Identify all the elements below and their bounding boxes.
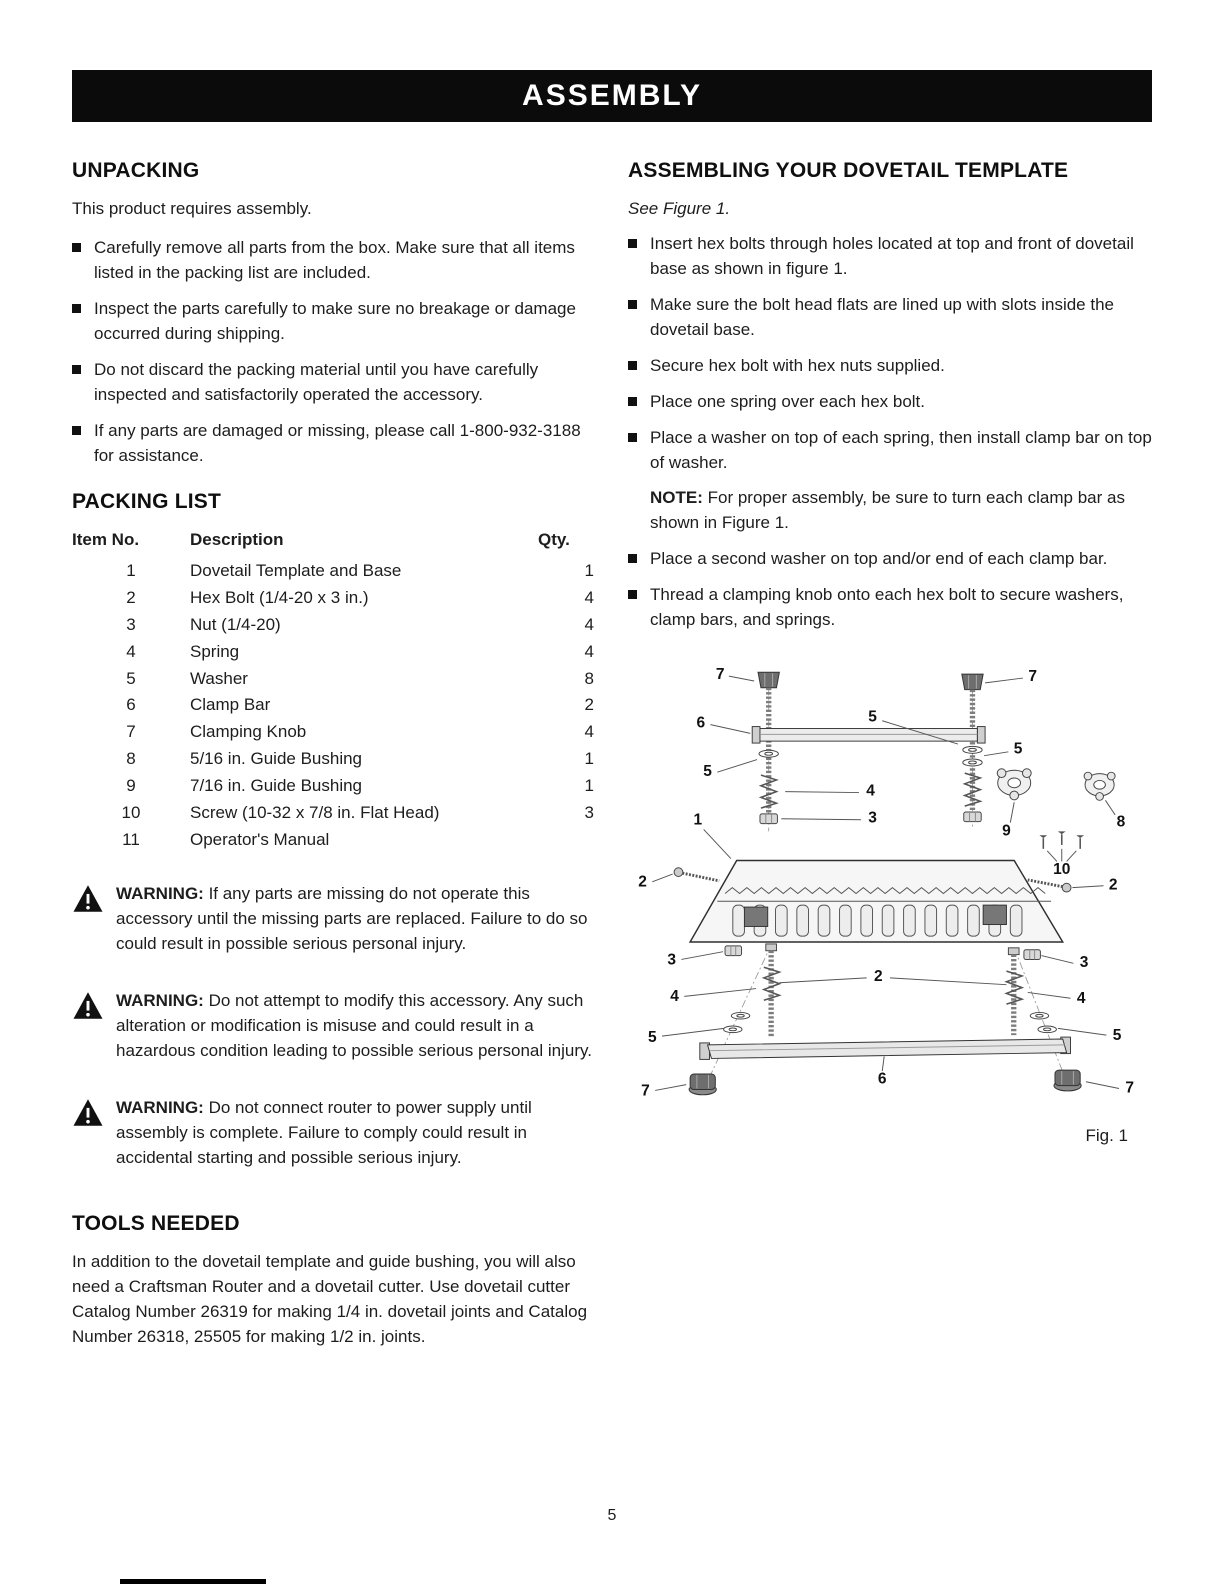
left-column [72, 156, 594, 1350]
callout [716, 666, 754, 683]
table-row: 1 Dovetail Template and Base 1 [126, 560, 594, 580]
col-header-qty: Qty. [538, 529, 570, 549]
clamp-bar-front [700, 1037, 1071, 1059]
callout [694, 811, 731, 858]
table-row: 4 Spring 4 [126, 641, 594, 661]
warning-label: WARNING: [116, 884, 204, 904]
svg-text:10: 10 [1053, 860, 1071, 878]
clamping-knob-front-right [1054, 1070, 1081, 1091]
bullet-text: Place a washer on top of each spring, then install clamp bar on top of washer. [650, 427, 1152, 472]
svg-text:5: 5 [1013, 740, 1023, 758]
warning-block [72, 882, 594, 957]
svg-text:3: 3 [1079, 953, 1089, 971]
table-row: 10 Screw (10-32 x 7/8 in. Flat Head) 3 [121, 803, 594, 823]
table-row: 8 5/16 in. Guide Bushing 1 [126, 749, 594, 769]
bullet-text: If any parts are damaged or missing, please call 1-800-932-3188 for assistance. [94, 420, 581, 465]
note-text: For proper assembly, be sure to turn each clamp bar as shown in Figure 1. [650, 487, 1125, 532]
svg-text:6: 6 [877, 1070, 887, 1088]
svg-text:8: 8 [1116, 813, 1126, 831]
figure-caption: Fig. 1 [1085, 1125, 1128, 1145]
callout [878, 1056, 887, 1087]
exploded-assembly-diagram [628, 647, 1152, 1171]
guide-bushing-5-16-icon [1084, 772, 1115, 800]
svg-text:5: 5 [868, 708, 877, 726]
page-number: 5 [607, 1507, 617, 1525]
warning-triangle-icon [72, 884, 104, 957]
bullet-text: Secure hex bolt with hex nuts supplied. [650, 355, 945, 375]
callout [1105, 800, 1125, 830]
callout [670, 988, 756, 1005]
warning-text: WARNING: Do not attempt to modify this accessory. Any such alteration or modification is misuse and could result in a hazardous condition leading to possible serious personal injury. [116, 991, 592, 1061]
square-bullet-icon [628, 300, 637, 309]
table-row: 11 Operator's Manual [122, 830, 330, 850]
section-title-bar [72, 70, 1152, 122]
washer-rear-right-lower [963, 759, 982, 766]
list-item [628, 293, 1152, 343]
warning-block [72, 1096, 594, 1171]
svg-text:4: 4 [670, 987, 679, 1005]
list-item [628, 354, 1152, 379]
svg-text:7: 7 [1028, 667, 1037, 685]
callout [1002, 802, 1014, 839]
table-row: 6 Clamp Bar 2 [126, 695, 594, 715]
svg-text:6: 6 [696, 714, 706, 732]
square-bullet-icon [72, 426, 81, 435]
bullet-text: Inspect the parts carefully to make sure no breakage or damage occurred during shipping. [94, 298, 576, 343]
washer-rear-left [759, 750, 778, 757]
tools-needed-section [72, 1209, 594, 1350]
flat-head-screws [1039, 831, 1084, 848]
square-bullet-icon [72, 243, 81, 252]
svg-text:5: 5 [1112, 1026, 1122, 1044]
washer-front-left-lower [724, 1026, 742, 1033]
dovetail-template-base [690, 860, 1063, 942]
svg-text:3: 3 [868, 809, 877, 827]
callout [984, 740, 1023, 757]
callout [985, 668, 1037, 685]
callout [1028, 990, 1086, 1007]
square-bullet-icon [628, 361, 637, 370]
svg-text:4: 4 [1076, 989, 1086, 1007]
warning-label: WARNING: [116, 1098, 204, 1118]
list-item [628, 583, 1152, 633]
square-bullet-icon [628, 397, 637, 406]
clamping-knob-rear-right [962, 674, 983, 690]
col-header-item: Item No. [72, 529, 140, 549]
bullet-text: Place one spring over each hex bolt. [650, 391, 926, 411]
svg-text:2: 2 [1108, 876, 1118, 894]
assembling-bullet-list [628, 232, 1152, 476]
unpacking-intro: This product requires assembly. [72, 198, 312, 218]
washer-front-right-lower [1038, 1026, 1056, 1033]
warning-text: WARNING: If any parts are missing do not operate this accessory until the missing parts are replaced. Failure to do so could result in possible serious personal injury. [116, 884, 588, 954]
callout [641, 1082, 686, 1099]
bottom-edge-mark [120, 1579, 266, 1584]
washer-rear-right-upper [963, 746, 982, 753]
table-row: 7 Clamping Knob 4 [126, 722, 594, 742]
hex-nut-front-left [725, 946, 741, 956]
callout [1041, 954, 1088, 971]
note-block [650, 486, 1152, 536]
svg-text:2: 2 [874, 967, 883, 985]
square-bullet-icon [72, 365, 81, 374]
square-bullet-icon [628, 239, 637, 248]
svg-text:1: 1 [693, 811, 703, 829]
list-item [72, 358, 594, 408]
table-row: 3 Nut (1/4-20) 4 [126, 614, 594, 634]
tools-needed-text: In addition to the dovetail template and guide bushing, you will also need a Craftsman Router and a dovetail cutter. Use dovetail cutter Catalog Number 26319 for making 1/4 in. dovetail joints and Catalog Number 26318, 25505 for making 1/2 in. joints. [72, 1252, 588, 1347]
callout [1047, 848, 1076, 877]
col-header-description: Description [190, 529, 284, 549]
two-column-layout [72, 156, 1152, 1350]
warning-block [72, 989, 594, 1064]
bullet-text: Carefully remove all parts from the box. Make sure that all items listed in the packing list are included. [94, 237, 575, 282]
assembling-heading: ASSEMBLING YOUR DOVETAIL TEMPLATE [628, 159, 1069, 182]
square-bullet-icon [628, 433, 637, 442]
square-bullet-icon [628, 554, 637, 563]
warning-triangle-icon [72, 1098, 104, 1171]
square-bullet-icon [72, 304, 81, 313]
unpacking-bullet-list [72, 236, 594, 469]
hex-bolt-side-left [674, 867, 719, 880]
callout [1086, 1079, 1134, 1096]
figure-1 [628, 647, 1152, 1171]
bullet-text: Make sure the bolt head flats are lined up with slots inside the dovetail base. [650, 294, 1114, 339]
bullet-text: Place a second washer on top and/or end of each clamp bar. [650, 548, 1108, 568]
guide-bushing-7-16-icon [997, 768, 1031, 799]
table-row: 2 Hex Bolt (1/4-20 x 3 in.) 4 [126, 587, 594, 607]
clamp-bar-rear [752, 726, 985, 742]
unpacking-heading: UNPACKING [72, 159, 200, 182]
washer-front-left-upper [731, 1012, 749, 1019]
list-item [72, 297, 594, 347]
clamping-knob-rear-left [758, 672, 779, 688]
bullet-text: Do not discard the packing material until you have carefully inspected and satisfactorily operated the accessory. [94, 359, 539, 404]
svg-text:7: 7 [1125, 1079, 1135, 1097]
tools-needed-heading: TOOLS NEEDED [72, 1212, 240, 1236]
warning-text: WARNING: Do not connect router to power supply until assembly is complete. Failure to comply could result in accidental starting and possible serious injury. [116, 1098, 532, 1168]
section-title: ASSEMBLY [522, 78, 702, 112]
list-item [72, 236, 594, 286]
table-row: 9 7/16 in. Guide Bushing 1 [126, 776, 594, 796]
callout [667, 951, 723, 968]
warning-label: WARNING: [116, 991, 204, 1011]
list-item [628, 390, 1152, 415]
svg-text:5: 5 [647, 1028, 657, 1046]
callout [779, 967, 1006, 984]
see-figure-note: See Figure 1. [628, 198, 731, 218]
svg-text:7: 7 [641, 1081, 650, 1099]
assembling-bullet-list-continued [628, 547, 1152, 633]
bullet-text: Insert hex bolts through holes located at top and front of dovetail base as shown in figure 1. [650, 233, 1134, 278]
warning-triangle-icon [72, 991, 104, 1064]
callout [648, 1028, 724, 1046]
callout [785, 782, 875, 799]
packing-list-heading: PACKING LIST [72, 489, 222, 513]
hex-nut-front-right [1024, 949, 1040, 959]
list-item [628, 426, 1152, 476]
washer-front-right-upper [1030, 1012, 1048, 1019]
svg-text:7: 7 [715, 665, 725, 683]
right-column [628, 156, 1152, 1350]
table-row: 5 Washer 8 [126, 668, 594, 688]
callout [696, 714, 750, 733]
callout [1072, 876, 1117, 893]
note-label: NOTE: [650, 487, 703, 507]
hex-nut-rear-left [760, 814, 777, 824]
svg-text:3: 3 [667, 950, 676, 968]
callout [638, 873, 672, 890]
callout [703, 759, 757, 779]
svg-text:9: 9 [1002, 821, 1011, 839]
packing-list-table [72, 528, 594, 855]
hex-nut-rear-right [964, 812, 981, 822]
svg-text:2: 2 [638, 873, 647, 891]
list-item [628, 547, 1152, 572]
callout [781, 809, 877, 826]
clamping-knob-front-left [689, 1074, 716, 1095]
table-header-row [72, 528, 594, 558]
square-bullet-icon [628, 590, 637, 599]
svg-text:4: 4 [866, 782, 875, 800]
list-item [628, 232, 1152, 282]
list-item [72, 419, 594, 469]
svg-text:5: 5 [703, 762, 712, 780]
bullet-text: Thread a clamping knob onto each hex bolt to secure washers, clamp bars, and springs. [650, 584, 1124, 629]
